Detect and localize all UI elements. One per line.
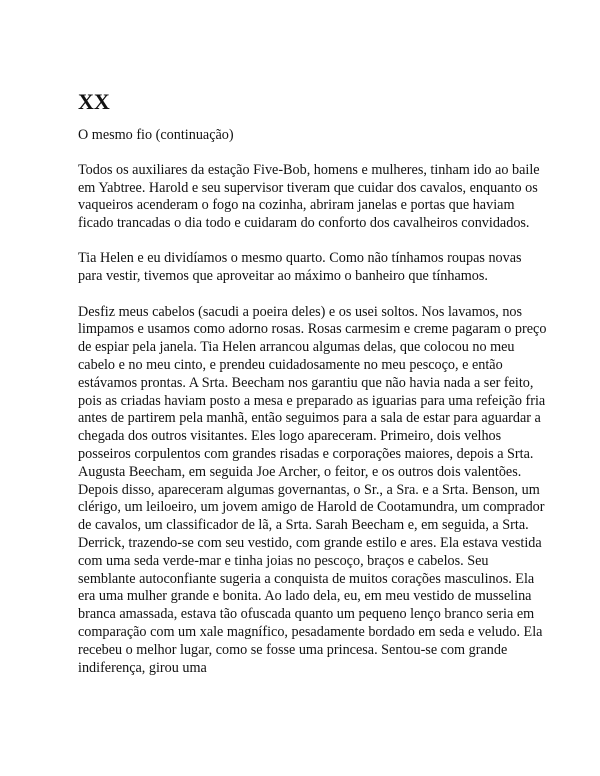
chapter-subtitle: O mesmo fio (continuação) [78, 127, 234, 143]
chapter-title: XX [78, 89, 110, 114]
paragraph: Desfiz meus cabelos (sacudi a poeira deles) e os usei soltos. Nos lavamos, nos limpamos e usamos como adorno rosas. Rosas carmesim e creme pagaram o preço de espiar pela janela. Tia Helen arrancou algumas delas, que colocou no meu cabelo e no meu cinto, e prendeu cuidadosamente no meu pescoço, e então estávamos prontas. A Srta. Beecham nos garantiu que não havia nada a ser feito, pois as criadas haviam posto a mesa e preparado as iguarias para uma refeição fria antes de partirem pela manhã, então seguimos para a sala de estar para aguardar a chegada dos outros visitantes. Eles logo apareceram. Primeiro, dois velhos posseiros corpulentos com grandes risadas e corporações maiores, depois a Srta. Augusta Beecham, em seguida Joe Archer, o feitor, e os outros dois valentões. Depois disso, apareceram algumas governantas, o Sr., a Sra. e a Srta. Benson, um clérigo, um leiloeiro, um jovem amigo de Harold de Cootamundra, um comprador de cavalos, um classificador de lã, a Srta. Sarah Beecham e, em seguida, a Srta. Derrick, trazendo-se com seu vestido, com grande estilo e ares. Ela estava vestida com uma seda verde-mar e tinha joias no pescoço, braços e cabelos. Seu semblante autoconfiante sugeria a conquista de muitos corações masculinos. Ela era uma mulher grande e bonita. Ao lado dela, eu, em meu vestido de musselina branca amassada, estava tão ofuscada quanto um pequeno lenço branco seria em comparação com um xale magnífico, pesadamente bordado em seda e veludo. Ela recebeu o melhor lugar, como se fosse uma princesa. Sentou-se com grande indiferença, girou uma [78, 303, 547, 676]
paragraph: Tia Helen e eu dividíamos o mesmo quarto. Como não tínhamos roupas novas para vestir, tivemos que aproveitar ao máximo o banheiro que tínhamos. [78, 250, 522, 285]
document-page [78, 88, 548, 695]
paragraph: Todos os auxiliares da estação Five-Bob, homens e mulheres, tinham ido ao baile em Yabtree. Harold e seu supervisor tiveram que cuidar dos cavalos, enquanto os vaqueiros acenderam o fogo na cozinha, abriram janelas e portas que haviam ficado trancadas o dia todo e cuidaram do conforto dos cavalheiros convidados. [78, 161, 540, 232]
